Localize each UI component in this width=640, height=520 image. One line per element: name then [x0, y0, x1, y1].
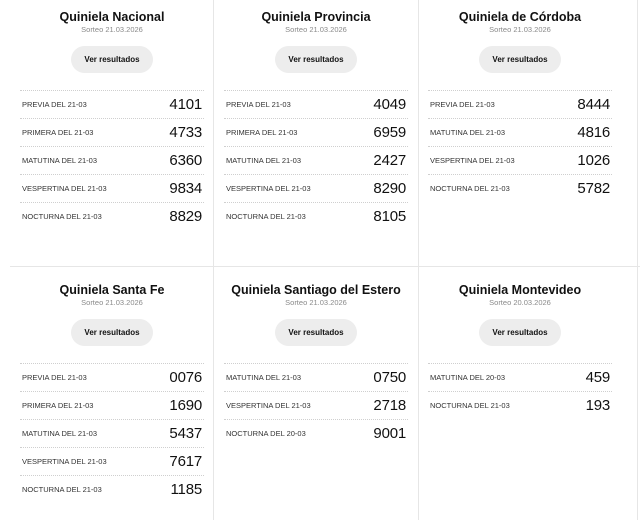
- row-label: PRIMERA DEL 21-03: [226, 128, 298, 137]
- column-divider: [213, 0, 214, 520]
- result-row: [224, 146, 408, 174]
- result-row: [224, 363, 408, 391]
- card-sorteo-date: Sorteo 21.03.2026: [285, 298, 347, 307]
- ver-resultados-button[interactable]: Ver resultados: [71, 46, 152, 73]
- row-label: NOCTURNA DEL 20-03: [226, 429, 306, 438]
- result-row: [224, 202, 408, 230]
- row-number: 4816: [577, 124, 610, 141]
- card-quiniela-santa-fe: [12, 273, 212, 503]
- row-label: PREVIA DEL 21-03: [22, 373, 87, 382]
- card-title: Quiniela Santiago del Estero: [231, 283, 401, 297]
- row-label: PREVIA DEL 21-03: [22, 100, 87, 109]
- row-label: MATUTINA DEL 21-03: [430, 128, 506, 137]
- row-number: 8444: [577, 96, 610, 113]
- row-number: 6360: [169, 152, 202, 169]
- result-row: [428, 90, 612, 118]
- row-number: 2718: [373, 397, 406, 414]
- row-number: 9834: [169, 180, 202, 197]
- row-label: VESPERTINA DEL 21-03: [22, 457, 107, 466]
- row-label: NOCTURNA DEL 21-03: [430, 184, 510, 193]
- row-number: 4049: [373, 96, 406, 113]
- row-divider: [10, 266, 640, 267]
- ver-resultados-button[interactable]: Ver resultados: [479, 319, 560, 346]
- card-sorteo-date: Sorteo 21.03.2026: [81, 298, 143, 307]
- row-label: MATUTINA DEL 21-03: [226, 373, 302, 382]
- result-row: [428, 391, 612, 419]
- result-row: [20, 419, 204, 447]
- row-number: 8105: [373, 208, 406, 225]
- row-label: PREVIA DEL 21-03: [226, 100, 291, 109]
- result-row: [224, 391, 408, 419]
- result-row: [428, 363, 612, 391]
- column-divider: [418, 0, 419, 520]
- result-row: [20, 202, 204, 230]
- row-label: MATUTINA DEL 21-03: [22, 429, 98, 438]
- row-label: PREVIA DEL 21-03: [430, 100, 495, 109]
- row-number: 2427: [373, 152, 406, 169]
- row-number: 7617: [169, 453, 202, 470]
- row-number: 8290: [373, 180, 406, 197]
- row-number: 8829: [169, 208, 202, 225]
- row-number: 0076: [169, 369, 202, 386]
- row-label: VESPERTINA DEL 21-03: [430, 156, 515, 165]
- row-number: 459: [585, 369, 610, 386]
- result-row: [20, 90, 204, 118]
- ver-resultados-button[interactable]: Ver resultados: [275, 46, 356, 73]
- result-row: [428, 118, 612, 146]
- card-sorteo-date: Sorteo 21.03.2026: [489, 25, 551, 34]
- result-row: [20, 146, 204, 174]
- right-border: [637, 0, 638, 520]
- row-label: MATUTINA DEL 20-03: [430, 373, 506, 382]
- row-label: MATUTINA DEL 21-03: [226, 156, 302, 165]
- card-title: Quiniela Santa Fe: [59, 283, 165, 297]
- ver-resultados-button[interactable]: Ver resultados: [71, 319, 152, 346]
- result-row: [224, 118, 408, 146]
- row-label: PRIMERA DEL 21-03: [22, 401, 94, 410]
- card-title: Quiniela Provincia: [261, 10, 371, 24]
- result-row: [428, 146, 612, 174]
- ver-resultados-button[interactable]: Ver resultados: [275, 319, 356, 346]
- row-number: 1690: [169, 397, 202, 414]
- row-number: 4101: [169, 96, 202, 113]
- row-number: 5782: [577, 180, 610, 197]
- result-row: [428, 174, 612, 202]
- card-sorteo-date: Sorteo 20.03.2026: [489, 298, 551, 307]
- row-label: NOCTURNA DEL 21-03: [22, 485, 102, 494]
- row-number: 1185: [170, 481, 202, 498]
- row-label: NOCTURNA DEL 21-03: [22, 212, 102, 221]
- result-row: [224, 90, 408, 118]
- row-number: 0750: [373, 369, 406, 386]
- result-row: [20, 391, 204, 419]
- row-label: VESPERTINA DEL 21-03: [226, 184, 311, 193]
- card-quiniela-nacional: [12, 0, 212, 230]
- result-row: [224, 419, 408, 447]
- row-label: MATUTINA DEL 21-03: [22, 156, 98, 165]
- row-number: 1026: [577, 152, 610, 169]
- result-row: [20, 118, 204, 146]
- ver-resultados-button[interactable]: Ver resultados: [479, 46, 560, 73]
- card-quiniela-santiago-del-estero: [216, 273, 416, 447]
- card-quiniela-provincia: [216, 0, 416, 230]
- row-label: VESPERTINA DEL 21-03: [226, 401, 311, 410]
- result-row: [224, 174, 408, 202]
- row-label: VESPERTINA DEL 21-03: [22, 184, 107, 193]
- result-row: [20, 475, 204, 503]
- card-sorteo-date: Sorteo 21.03.2026: [81, 25, 143, 34]
- card-title: Quiniela Montevideo: [458, 283, 582, 297]
- row-number: 5437: [169, 425, 202, 442]
- row-number: 9001: [373, 425, 406, 442]
- result-row: [20, 447, 204, 475]
- row-number: 4733: [169, 124, 202, 141]
- result-row: [20, 174, 204, 202]
- row-number: 6959: [373, 124, 406, 141]
- row-label: NOCTURNA DEL 21-03: [430, 401, 510, 410]
- card-sorteo-date: Sorteo 21.03.2026: [285, 25, 347, 34]
- card-quiniela-cordoba: [420, 0, 620, 202]
- row-number: 193: [585, 397, 610, 414]
- card-title: Quiniela de Córdoba: [458, 10, 582, 24]
- result-row: [20, 363, 204, 391]
- card-title: Quiniela Nacional: [59, 10, 165, 24]
- card-quiniela-montevideo: [420, 273, 620, 419]
- row-label: PRIMERA DEL 21-03: [22, 128, 94, 137]
- row-label: NOCTURNA DEL 21-03: [226, 212, 306, 221]
